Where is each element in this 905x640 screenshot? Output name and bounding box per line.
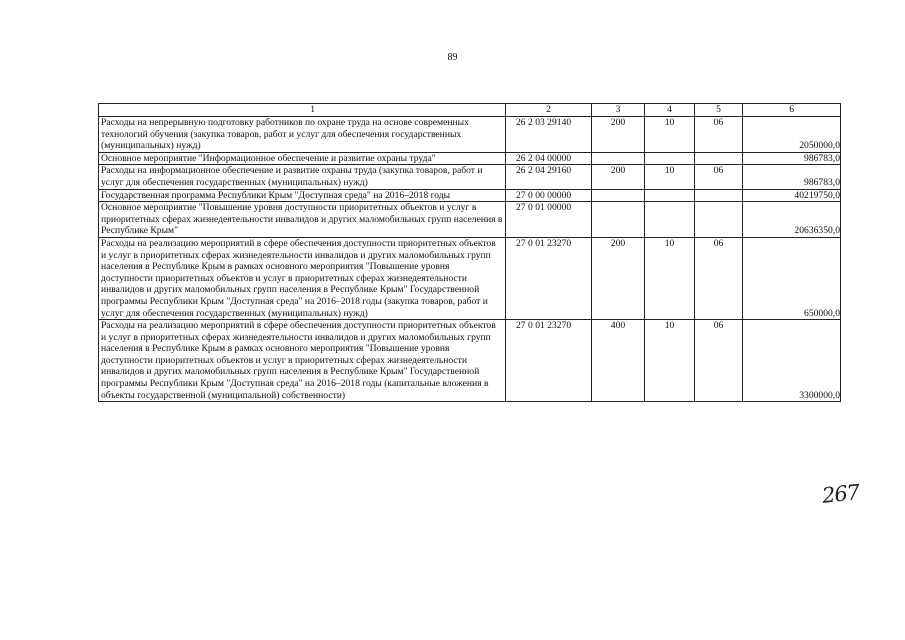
row-amount: 986783,0 [743,152,841,165]
row-c3: 400 [592,320,645,402]
row-amount: 3300000,0 [743,320,841,402]
row-code: 26 2 03 29140 [506,117,592,153]
row-code: 27 0 01 23270 [506,320,592,402]
row-amount: 2050000,0 [743,117,841,153]
row-c4: 10 [645,165,695,189]
row-c4 [645,202,695,238]
row-code: 27 0 01 00000 [506,202,592,238]
row-c5: 06 [695,117,743,153]
row-c4: 10 [645,320,695,402]
row-name: Государственная программа Республики Крым "Доступная среда" на 2016–2018 годы [99,189,506,202]
row-code: 27 0 01 23270 [506,237,592,319]
handwritten-note: 267 [820,480,861,508]
row-c3: 200 [592,117,645,153]
table-header-row [99,104,841,117]
row-c3: 200 [592,165,645,189]
row-name: Основное мероприятие "Повышение уровня доступности приоритетных объектов и услуг в приоритетных сферах жизнедеятельности инвалидов и других маломобильных групп населения в Республике Крым" [99,202,506,238]
row-name: Расходы на информационное обеспечение и развитие охраны труда (закупка товаров, работ и услуг для обеспечения государственных (муниципальных) нужд) [99,165,506,189]
column-header: 5 [695,104,743,117]
row-c3: 200 [592,237,645,319]
row-c4: 10 [645,237,695,319]
row-c4 [645,189,695,202]
budget-table [98,103,841,402]
row-c5: 06 [695,320,743,402]
table-row [99,117,841,153]
row-c3 [592,189,645,202]
column-header: 2 [506,104,592,117]
column-header: 6 [743,104,841,117]
column-header: 1 [99,104,506,117]
row-amount: 650000,0 [743,237,841,319]
row-name: Расходы на реализацию мероприятий в сфере обеспечения доступности приоритетных объектов и услуг в приоритетных сферах жизнедеятельности инвалидов и других маломобильных групп населения в Республике Крым в рамках основного мероприятия "Повышение уровня доступности приоритетных объектов и услуг в приоритетных сферах жизнедеятельности инвалидов и других маломобильных групп населения в Республике Крым" Государственной программы Республики Крым "Доступная среда" на 2016–2018 годы (капитальные вложения в объекты государственной (муниципальной) собственности) [99,320,506,402]
row-c4 [645,152,695,165]
table-row [99,165,841,189]
row-name: Расходы на реализацию мероприятий в сфере обеспечения доступности приоритетных объектов и услуг в приоритетных сферах жизнедеятельности инвалидов и других маломобильных групп населения в Республике Крым в рамках основного мероприятия "Повышение уровня доступности приоритетных объектов и услуг в приоритетных сферах жизнедеятельности инвалидов и других маломобильных групп населения в Республике Крым" Государственной программы Республики Крым "Доступная среда" на 2016–2018 годы (закупка товаров, работ и услуг для обеспечения государственных (муниципальных) нужд) [99,237,506,319]
table-row [99,152,841,165]
row-amount: 20636350,0 [743,202,841,238]
row-amount: 986783,0 [743,165,841,189]
row-c5: 06 [695,165,743,189]
row-c4: 10 [645,117,695,153]
row-c3 [592,202,645,238]
table-row [99,189,841,202]
column-header: 3 [592,104,645,117]
row-c5 [695,152,743,165]
row-c5 [695,202,743,238]
table-row [99,202,841,238]
column-header: 4 [645,104,695,117]
row-name: Основное мероприятие "Информационное обеспечение и развитие охраны труда" [99,152,506,165]
page-number: 89 [447,52,458,63]
table-row [99,237,841,319]
row-c5 [695,189,743,202]
row-code: 26 2 04 29160 [506,165,592,189]
row-name: Расходы на непрерывную подготовку работников по охране труда на основе современных технологий обучения (закупка товаров, работ и услуг для обеспечения государственных (муниципальных) нужд) [99,117,506,153]
row-amount: 40219750,0 [743,189,841,202]
row-c5: 06 [695,237,743,319]
table-row [99,320,841,402]
row-c3 [592,152,645,165]
row-code: 27 0 00 00000 [506,189,592,202]
row-code: 26 2 04 00000 [506,152,592,165]
